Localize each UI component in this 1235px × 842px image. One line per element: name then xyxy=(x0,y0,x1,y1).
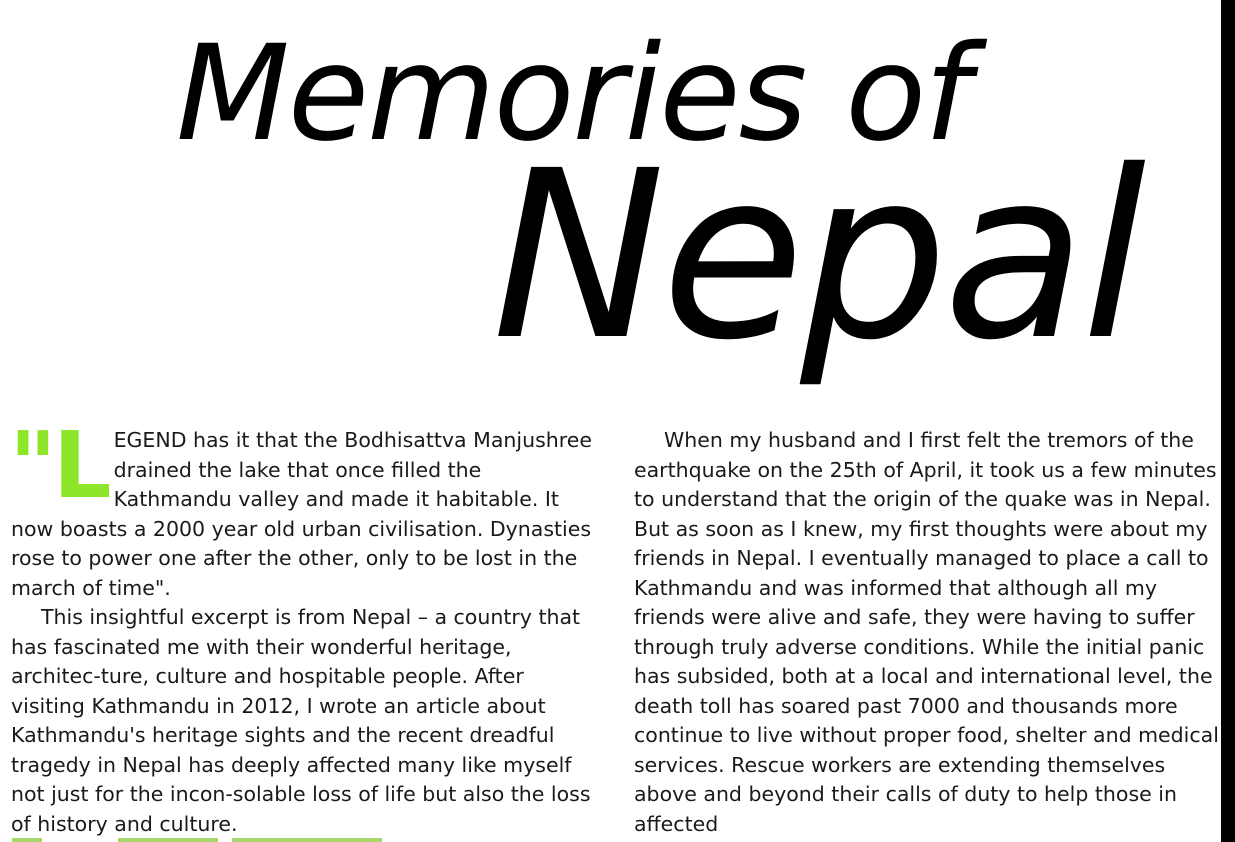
drop-cap: "L xyxy=(9,412,108,519)
title-nepal: Nepal xyxy=(492,121,1143,391)
article-right-column xyxy=(634,426,1220,839)
article-left-column xyxy=(9,412,601,839)
article-paragraph-3: When my husband and I first felt the tremors of the earthquake on the 25th of April, it took us a few minutes to understand that the origin of the quake was in Nepal. But as soon as I knew, my first thoughts were about my friends in Nepal. I eventually managed to place a call to Kathmandu and was informed that although all my friends were alive and safe, they were having to suffer through truly adverse conditions. While the initial panic has subsided, both at a local and international level, the death toll has soared past 7000 and thousands more continue to live without proper food, shelter and medical services. Rescue workers are extending themselves above and beyond their calls of duty to help those in affected xyxy=(634,428,1219,836)
page-edge-bar xyxy=(1221,0,1235,842)
article-paragraph-1 xyxy=(9,412,601,603)
bottom-photo-edge xyxy=(0,838,390,842)
paragraph-1-text: EGEND has it that the Bodhisattva Manjushree drained the lake that once filled the Kathmandu valley and made it habitable. It now boasts a 2000 year old urban civilisation. Dynasties rose to power one after the other, only to be lost in the march of time". xyxy=(11,428,592,600)
article-paragraph-2: This insightful excerpt is from Nepal – a country that has fascinated me with their wonderful heritage, architec-ture, culture and hospitable people. After visiting Kathmandu in 2012, I wrote an article about Kathmandu's heritage sights and the recent dreadful tragedy in Nepal has deeply affected many like myself not just for the incon-solable loss of life but also the loss of history and culture. xyxy=(11,605,591,836)
title-memories-of: Memories of xyxy=(176,17,969,171)
